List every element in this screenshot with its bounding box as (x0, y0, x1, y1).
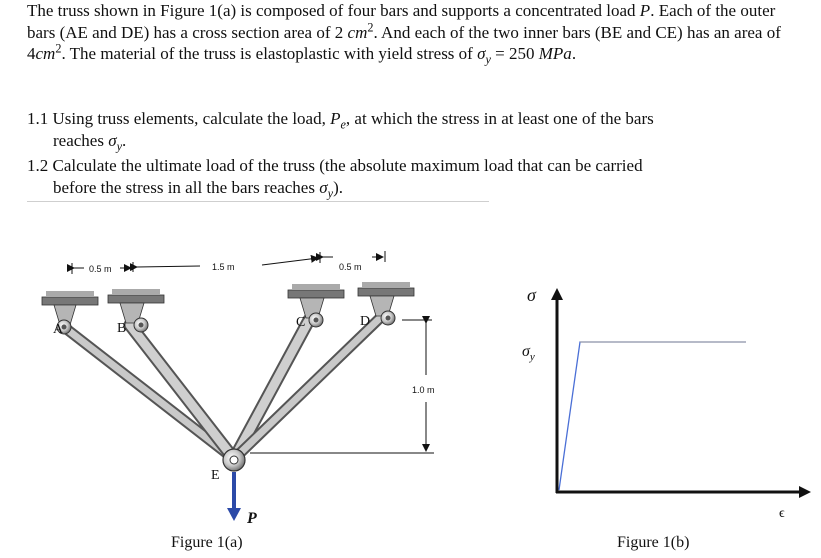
x-axis-arrow (799, 486, 811, 498)
load-symbol: P (639, 1, 651, 20)
node-label-c: C (296, 315, 306, 330)
unit-cm-1: cm (347, 22, 368, 42)
yield-subscript: y (485, 52, 491, 67)
yield-label (522, 343, 535, 363)
figure-a-caption: Figure 1(a) (171, 534, 243, 551)
intro-text-3: . And each of the two inner bars (BE and CE) has an area of 4 (27, 22, 781, 63)
question-number: 1.2 (27, 156, 49, 175)
x-axis-label: ϵ (779, 506, 785, 521)
unit-square-2: 2 (55, 41, 62, 56)
bar-ce (234, 320, 309, 459)
intro-text-1: The truss shown in Figure 1(a) is composed of four bars and supports a concentrated load (27, 1, 640, 20)
dim-arrow-c-left (262, 258, 318, 265)
question-text: . (122, 130, 127, 150)
unit-square-1: 2 (367, 19, 374, 34)
support-a (42, 291, 98, 334)
node-label-a: A (53, 322, 64, 337)
unit-mpa: MPa (538, 44, 572, 63)
load-label: P (247, 510, 257, 527)
yield-stress-symbol: σ (319, 177, 328, 197)
truss-figure (42, 251, 435, 551)
question-text: Using truss elements, calculate the load, (48, 109, 331, 128)
stress-strain-figure (522, 285, 811, 551)
question-number: 1.1 (27, 109, 49, 128)
intro-text-2: . Each of the outer bars (AE and DE) has a cross section area of 2 (27, 1, 776, 42)
question-text: reaches (53, 130, 109, 150)
dim-label-ab: 0.5 m (89, 264, 112, 274)
joint-e (223, 449, 245, 471)
yield-label-sub: y (529, 351, 535, 363)
dim-arrow-b-right (137, 266, 200, 267)
question-text: before the stress in all the bars reaches (53, 177, 320, 197)
yield-stress-symbol: σ (477, 44, 486, 63)
load-arrow (227, 472, 241, 521)
intro-text-5: = 250 (490, 44, 539, 63)
figure-b-caption: Figure 1(b) (617, 534, 690, 551)
load-subscript: e (340, 117, 346, 132)
y-axis-arrow (551, 288, 563, 300)
bar-de (234, 318, 380, 459)
yield-subscript: y (116, 138, 123, 153)
intro-text-4: . The material of the truss is elastoplastic with yield stress of (61, 44, 478, 63)
yield-subscript: y (327, 185, 334, 200)
question-text: ). (333, 177, 343, 197)
dim-label-cd: 0.5 m (339, 262, 362, 272)
intro-text-6: . (571, 44, 577, 63)
load-symbol: P (330, 109, 341, 128)
question-text: , at which the stress in at least one of the bars (345, 109, 654, 128)
yield-stress-symbol: σ (108, 130, 117, 150)
node-label-b: B (117, 321, 127, 336)
curve-elastic-plastic (559, 342, 746, 490)
dim-label-height: 1.0 m (412, 385, 435, 395)
node-label-d: D (360, 314, 371, 329)
yield-label-sigma: σ (522, 343, 530, 360)
node-label-e: E (211, 468, 220, 483)
dim-label-bc: 1.5 m (212, 262, 235, 272)
unit-cm-2: cm (35, 44, 56, 63)
y-axis-label: σ (527, 285, 536, 305)
question-text: Calculate the ultimate load of the truss (the absolute maximum load that can be carried (48, 156, 643, 175)
truss-bars (64, 318, 380, 459)
